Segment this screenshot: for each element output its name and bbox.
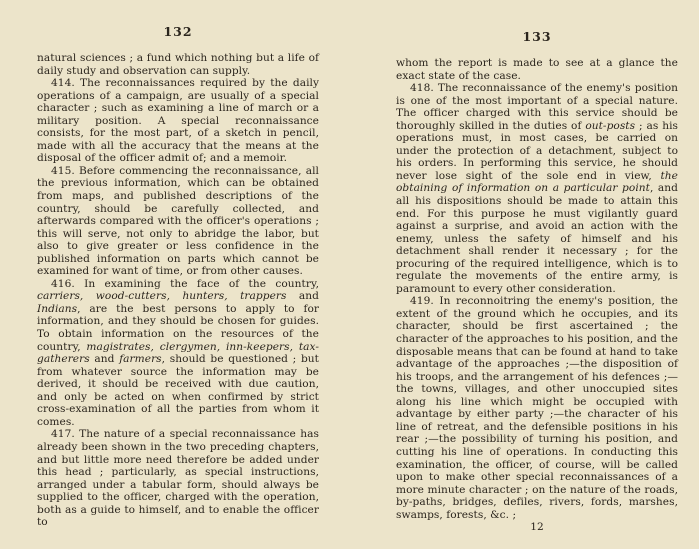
left-page-body [37,52,319,529]
left-page [37,24,319,529]
paragraph: 417. The nature of a special reconnaissance has already been shown in the two preceding chapters, and but little more need therefore be added under this head ; particularly, as special instructions, arranged under a tabular form, should always be supplied to the officer, charged with the operation, both as a guide to himself, and to enable the officer to [37,428,319,529]
paragraph: 415. Before commencing the reconnaissance, all the previous information, which can be obtained from maps, and published descriptions of the country, should be carefully collected, and afterwards compared with the officer's operations ; this will serve, not only to abridge the labor, but also to give greater or less confidence in the published information on parts which cannot be examined for want of time, or from other causes. [37,164,319,278]
signature-mark: 12 [530,521,544,534]
paragraph: whom the report is made to see at a glance the exact state of the case. [396,57,678,82]
paragraph: 414. The reconnaissances required by the daily operations of a campaign, are usually of a special character ; such as examining a line of march or a military position. A special reconnaissance consists, for the most part, of a sketch in pencil, made with all the accuracy that the means at the disposal of the officer admit of; and a memoir. [37,77,319,165]
right-page-body [396,57,678,521]
right-page [396,29,678,534]
paragraph: 418. The reconnaissance of the enemy's position is one of the most important of a special nature. The officer charged with this service should be thoroughly skilled in the duties of out-posts ; as his operations must, in most cases, be carried on under the protection of a detachment, subject to his orders. In performing this service, he should never lose sight of the sole end in view, the obtaining of information on a particular point, and all his dispositions should be made to attain this end. For this purpose he must vigilantly guard against a surprise, and avoid an action with the enemy, unless the safety of himself and his detachment shall render it necessary ; for the procuring of the required intelligence, which is to regulate the movements of the entire army, is paramount to every other consideration. [396,82,678,295]
paragraph: natural sciences ; a fund which nothing but a life of daily study and observation can supply. [37,52,319,77]
right-page-number: 133 [522,29,552,44]
paragraph: 416. In examining the face of the country, carriers, wood-cutters, hunters, trappers and Indians, are the best persons to apply to for information, and they should be chosen for guides. To obtain information on the resources of the country, magistrates, clergymen, inn-keepers, tax-gatherers and farmers, should be questioned ; but from whatever source the information may be derived, it should be received with due caution, and only be acted on when confirmed by strict cross-examination of all the parties from whom it comes. [37,277,319,428]
paragraph: 419. In reconnoitring the enemy's position, the extent of the ground which he occupies, and its character, should be first ascertained ; the character of the approaches to his position, and the disposable means that can be found at hand to take advantage of the approaches ;—the disposition of his troops, and the arrangement of his defences ;—the towns, villages, and other unoccupied sites along his line which might be occupied with advantage by either party ;—the character of his line of retreat, and the defensible positions in his rear ;—the possibility of turning his position, and cutting his line of operations. In conducting this examination, the officer, of course, will be called upon to make other special reconnaissances of a more minute character ; on the nature of the roads, by-paths, bridges, defiles, rivers, fords, marshes, swamps, forests, &c. ; [396,295,678,521]
left-page-number: 132 [163,24,193,39]
